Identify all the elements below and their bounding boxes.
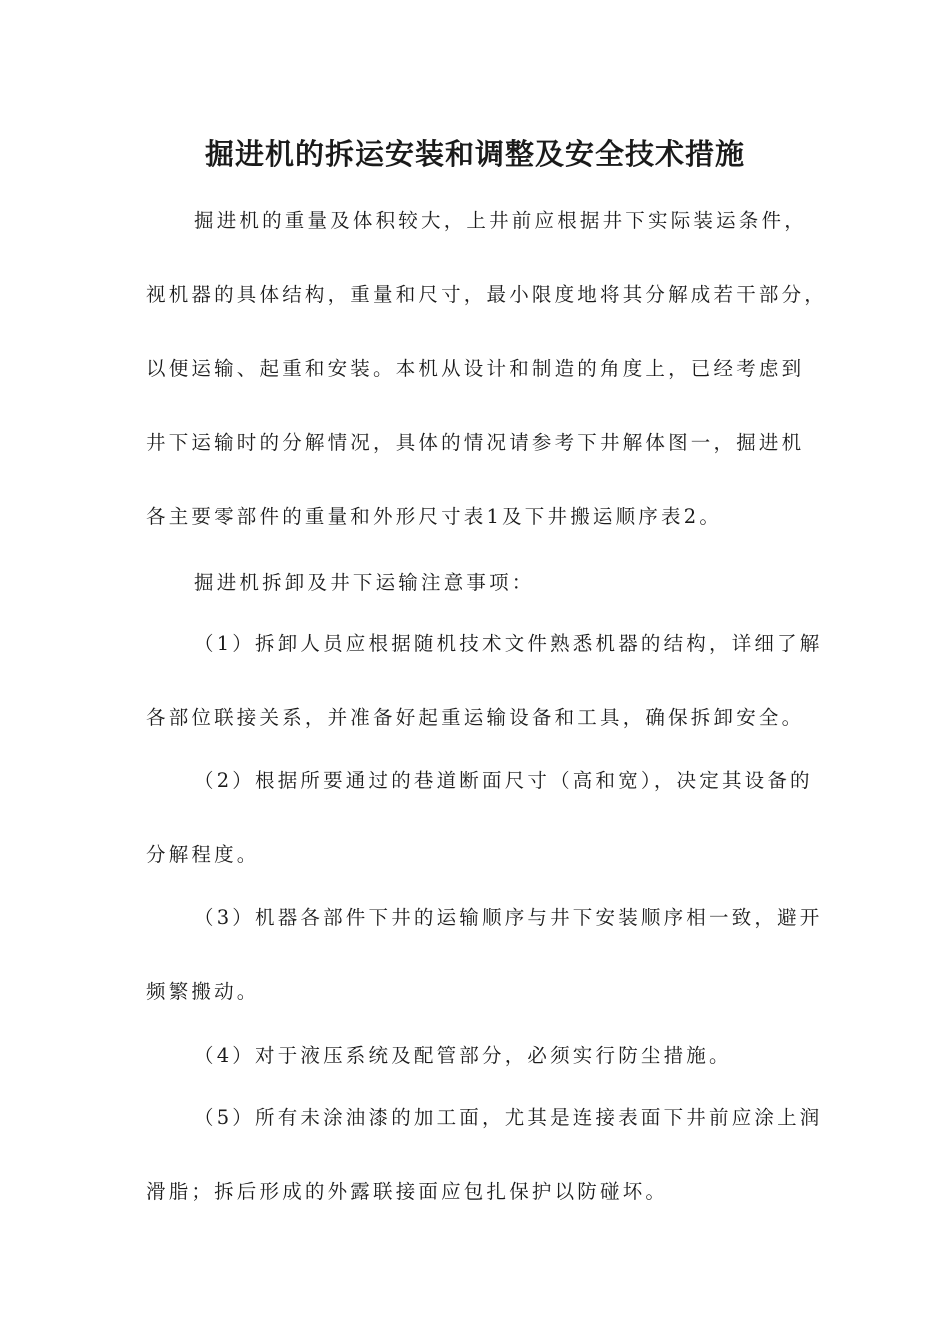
list-item-line: （3）机器各部件下井的运输顺序与井下安装顺序相一致，避开 xyxy=(194,906,823,929)
paragraph-line: 井下运输时的分解情况，具体的情况请参考下井解体图一，掘进机 xyxy=(146,431,805,454)
list-item-line: （4）对于液压系统及配管部分，必须实行防尘措施。 xyxy=(194,1044,732,1067)
list-item-line: （5）所有未涂油漆的加工面，尤其是连接表面下井前应涂上润 xyxy=(194,1106,823,1129)
list-item-line: 滑脂；拆后形成的外露联接面应包扎保护以防碰坏。 xyxy=(146,1180,669,1203)
paragraph-line: 各主要零部件的重量和外形尺寸表1及下井搬运顺序表2。 xyxy=(146,505,723,528)
paragraph-line: 掘进机的重量及体积较大，上井前应根据井下实际装运条件， xyxy=(194,209,807,232)
paragraph-line: 视机器的具体结构，重量和尺寸，最小限度地将其分解成若干部分， xyxy=(146,283,828,306)
paragraph-line: 以便运输、起重和安装。本机从设计和制造的角度上，已经考虑到 xyxy=(146,357,805,380)
list-item-line: 各部位联接关系，并准备好起重运输设备和工具，确保拆卸安全。 xyxy=(146,706,805,729)
list-item-line: （2）根据所要通过的巷道断面尺寸（高和宽），决定其设备的 xyxy=(194,769,813,792)
list-item-line: （1）拆卸人员应根据随机技术文件熟悉机器的结构，详细了解 xyxy=(194,632,823,655)
list-item-line: 分解程度。 xyxy=(146,843,260,866)
section-heading: 掘进机拆卸及井下运输注意事项： xyxy=(194,571,535,594)
list-item-line: 频繁搬动。 xyxy=(146,980,260,1003)
document-title: 掘进机的拆运安装和调整及安全技术措施 xyxy=(204,137,745,171)
